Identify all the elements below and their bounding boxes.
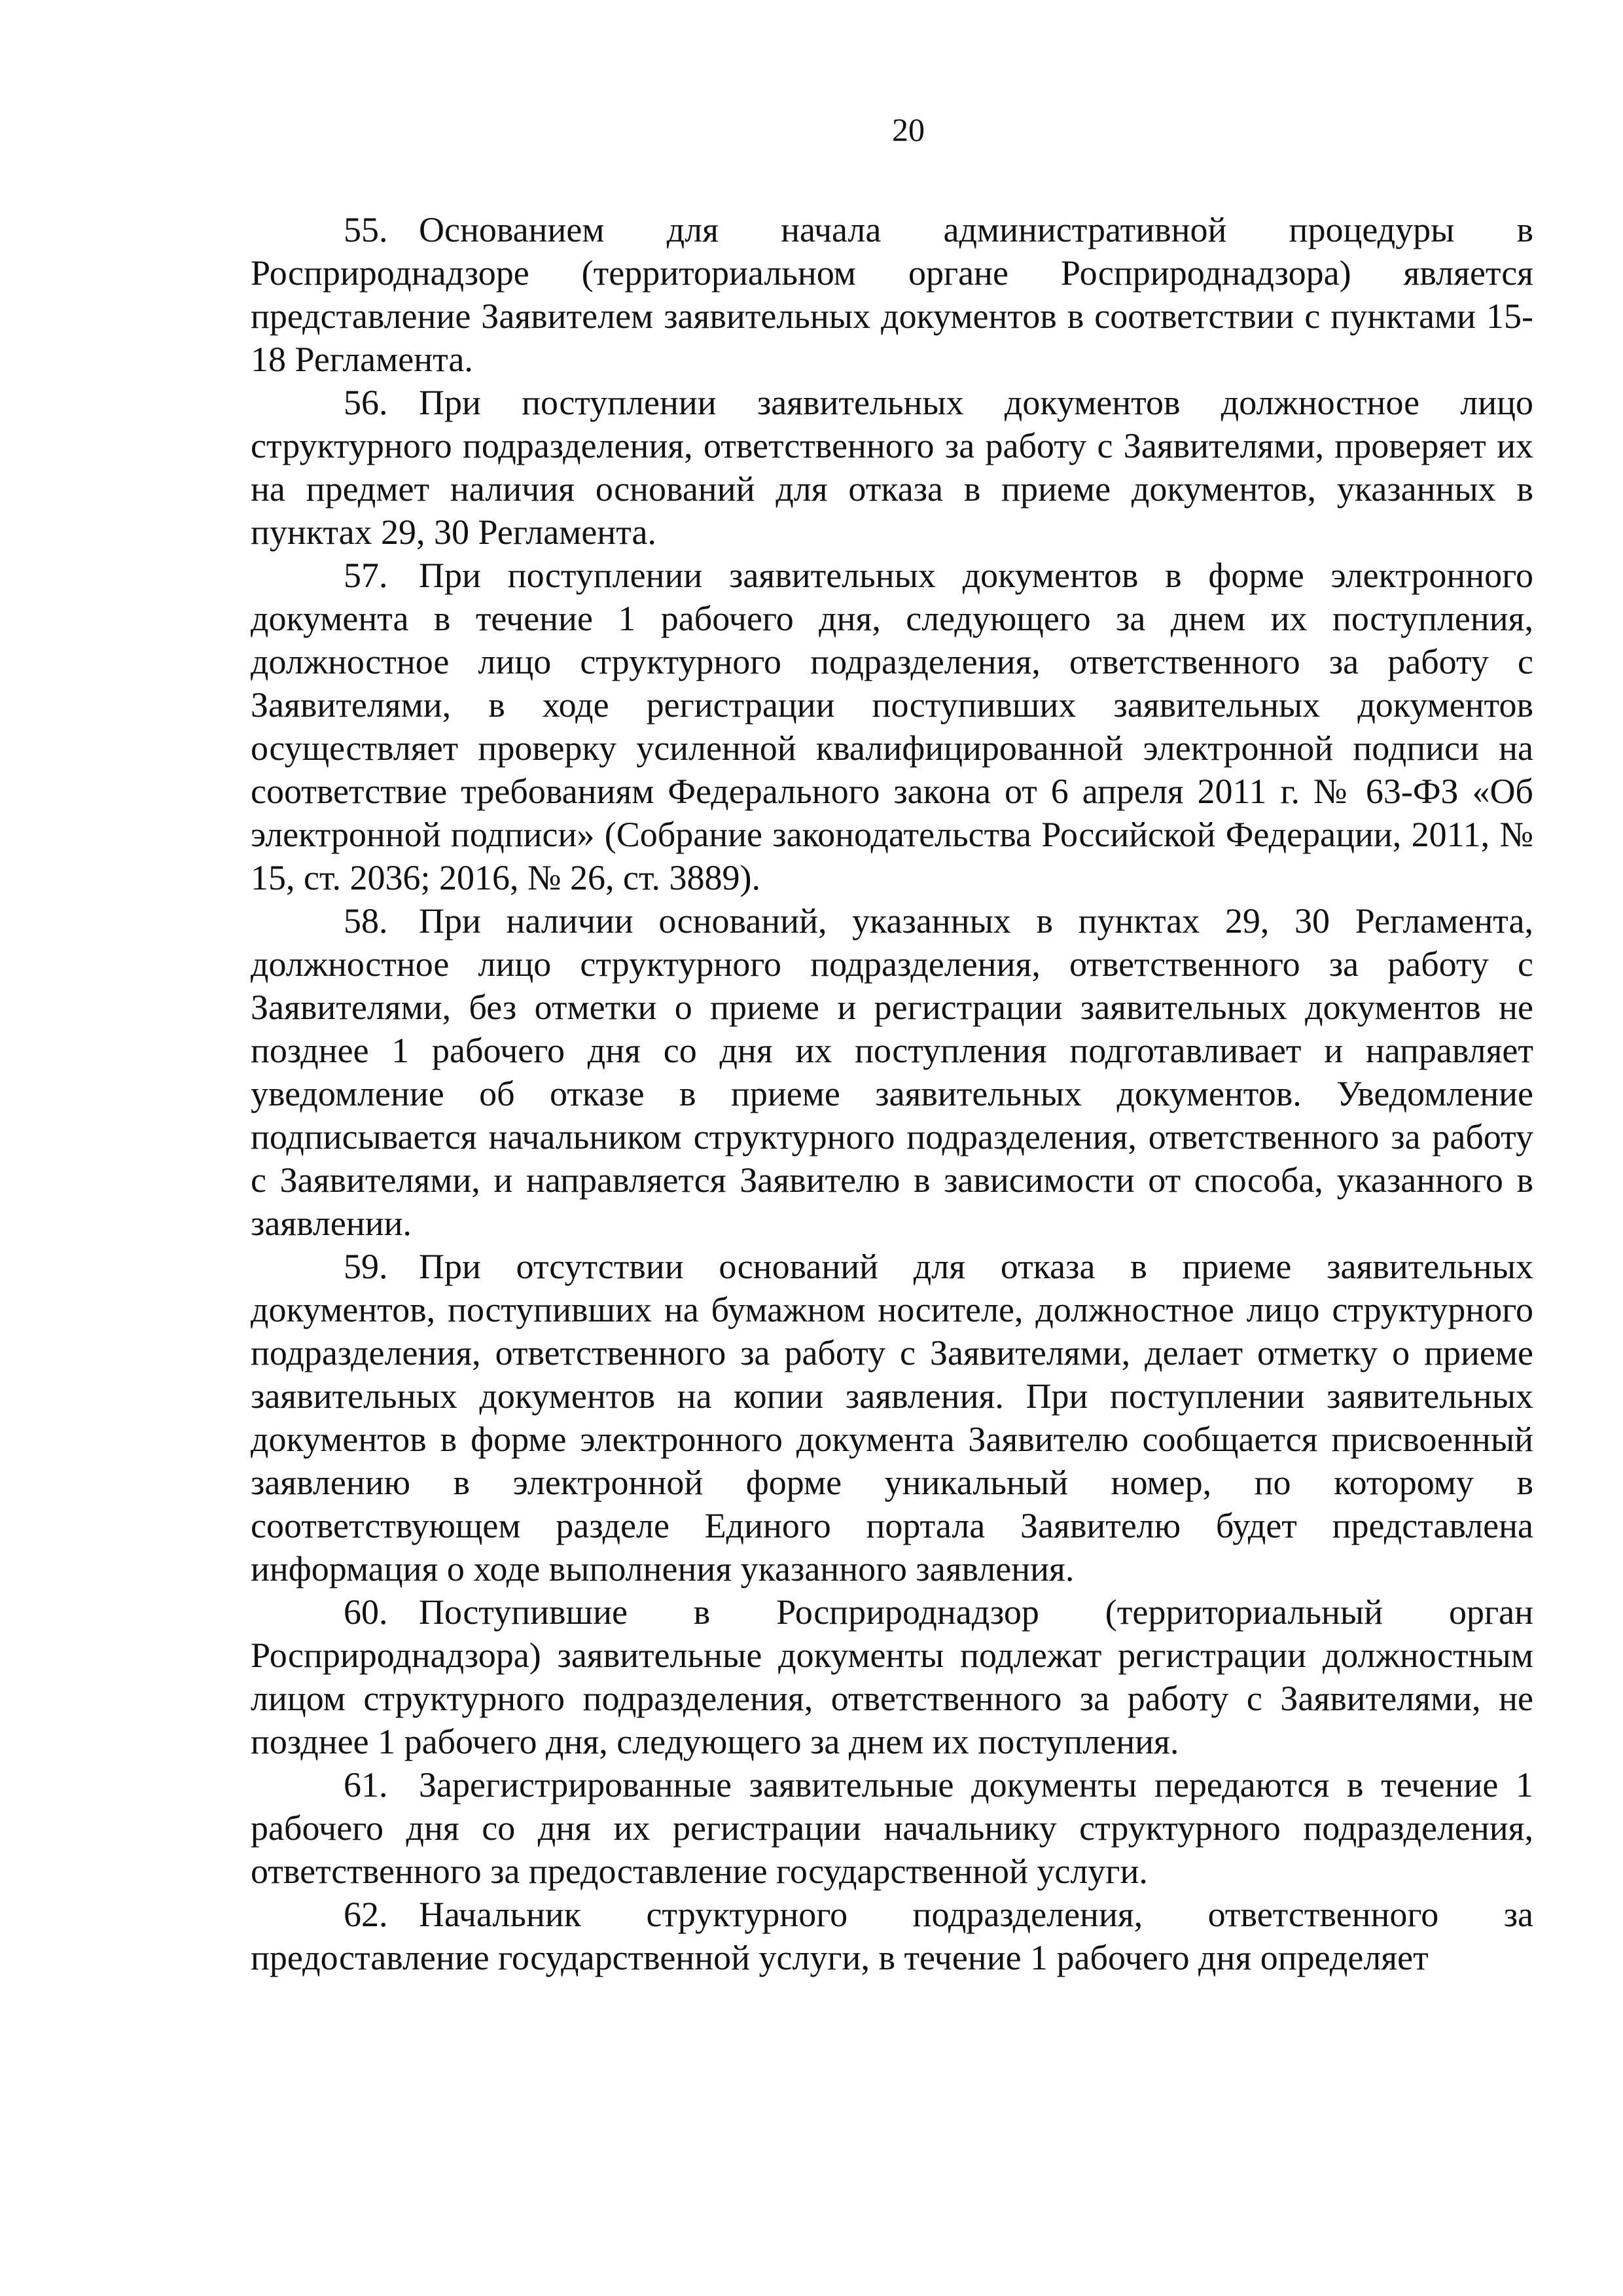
paragraph-number: 55. bbox=[344, 210, 388, 249]
paragraph-number: 60. bbox=[344, 1592, 388, 1632]
paragraph-number: 57. bbox=[344, 556, 388, 595]
paragraph-55 bbox=[251, 208, 1533, 381]
paragraph-61 bbox=[251, 1763, 1533, 1893]
paragraph-text: Основанием для начала административной процедуры в Росприроднадзоре (территориальном органе Росприроднадзора) является представление Заявителем заявительных документов в соответствии с пунктами 15-18 Регламента. bbox=[251, 210, 1533, 379]
paragraph-number: 59. bbox=[344, 1247, 388, 1286]
paragraph-56 bbox=[251, 381, 1533, 554]
paragraph-text: При отсутствии оснований для отказа в приеме заявительных документов, поступивших на бумажном носителе, должностное лицо структурного подразделения, ответственного за работу с Заявителями, делает отметку о приеме заявительных документов на копии заявления. При поступлении заявительных документов в форме электронного документа Заявителю сообщается присвоенный заявлению в электронной форме уникальный номер, по которому в соответствующем разделе Единого портала Заявителю будет представлена информация о ходе выполнения указанного заявления. bbox=[251, 1247, 1533, 1588]
paragraph-60 bbox=[251, 1590, 1533, 1763]
paragraph-number: 58. bbox=[344, 901, 388, 941]
paragraph-57 bbox=[251, 554, 1533, 899]
paragraph-59 bbox=[251, 1245, 1533, 1590]
paragraph-text: При поступлении заявительных документов должностное лицо структурного подразделения, ответственного за работу с Заявителями, проверяет их на предмет наличия оснований для отказа в приеме документов, указанных в пунктах 29, 30 Регламента. bbox=[251, 383, 1533, 552]
paragraph-text: При поступлении заявительных документов в форме электронного документа в течение 1 рабочего дня, следующего за днем их поступления, должностное лицо структурного подразделения, ответственного за работу с Заявителями, в ходе регистрации поступивших заявительных документов осуществляет проверку усиленной квалифицированной электронной подписи на соответствие требованиям Федерального закона от 6 апреля 2011 г. № 63-ФЗ «Об электронной подписи» (Собрание законодательства Российской Федерации, 2011, № 15, ст. 2036; 2016, № 26, ст. 3889). bbox=[251, 556, 1533, 897]
paragraph-62 bbox=[251, 1893, 1533, 1979]
page-number: 20 bbox=[892, 111, 925, 148]
paragraph-text: Начальник структурного подразделения, ответственного за предоставление государственной услуги, в течение 1 рабочего дня определяет bbox=[251, 1895, 1533, 1977]
paragraph-number: 62. bbox=[344, 1895, 388, 1934]
paragraph-58 bbox=[251, 899, 1533, 1245]
paragraph-number: 61. bbox=[344, 1765, 388, 1804]
document-body bbox=[251, 208, 1533, 1979]
paragraph-text: Поступившие в Росприроднадзор (территориальный орган Росприроднадзора) заявительные документы подлежат регистрации должностным лицом структурного подразделения, ответственного за работу с Заявителями, не позднее 1 рабочего дня, следующего за днем их поступления. bbox=[251, 1592, 1533, 1761]
paragraph-number: 56. bbox=[344, 383, 388, 422]
paragraph-text: Зарегистрированные заявительные документы передаются в течение 1 рабочего дня со дня их регистрации начальнику структурного подразделения, ответственного за предоставление государственной услуги. bbox=[251, 1765, 1533, 1891]
paragraph-text: При наличии оснований, указанных в пунктах 29, 30 Регламента, должностное лицо структурного подразделения, ответственного за работу с Заявителями, без отметки о приеме и регистрации заявительных документов не позднее 1 рабочего дня со дня их поступления подготавливает и направляет уведомление об отказе в приеме заявительных документов. Уведомление подписывается начальником структурного подразделения, ответственного за работу с Заявителями, и направляется Заявителю в зависимости от способа, указанного в заявлении. bbox=[251, 901, 1533, 1243]
